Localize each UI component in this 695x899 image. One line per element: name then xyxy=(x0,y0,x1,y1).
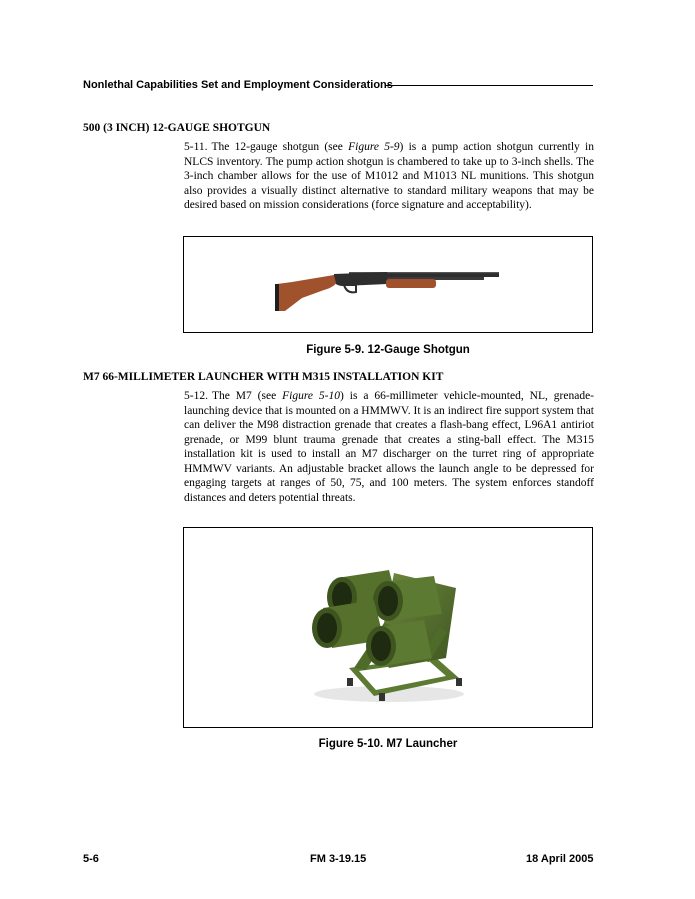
paragraph-text: ) is a 66-millimeter vehicle-mounted, NL, grenade-launching device that is mounted on a HMMWV. It is an indirect fire support system that can deliver the M98 distraction grenade that creates a flash-bang effect, L96A1 antiriot grenade, or M99 blunt trauma grenade that creates a sting-ball effect. The M315 installation kit is used to install an M7 discharger on the turret ring of appropriate HMMWV variants. An adjustable bracket allows the launch angle to be depressed for engaging targets at ranges of 50, 75, and 100 meters. The system enforces standoff distances and deters potential threats. xyxy=(184,390,595,504)
shotgun-forend xyxy=(386,279,436,288)
m7-launcher-illustration-icon xyxy=(184,528,591,726)
paragraph-text: The 12-gauge shotgun (see xyxy=(211,141,349,153)
launcher-foot xyxy=(456,678,462,686)
launcher-foot xyxy=(347,678,353,686)
shotgun-buttpad xyxy=(275,284,279,311)
footer-date: 18 April 2005 xyxy=(526,853,594,865)
paragraph-5-11 xyxy=(184,140,594,213)
paragraph-number: 5-12. xyxy=(184,390,208,402)
paragraph-text: ) is a pump action shotgun currently in NLCS inventory. The pump action shotgun is chambered to take up to 3-inch shells. The 3-inch chamber allows for the use of M1012 and M1013 NL munitions. This shotgun also provides a visually distinct alternative to standard military weapons that may be desired based on mission considerations (force signature and acceptability). xyxy=(184,141,594,211)
launcher-tube-bore xyxy=(371,631,391,661)
figure-5-9-frame xyxy=(183,236,593,333)
shotgun-stock xyxy=(276,275,336,311)
paragraph-number: 5-11. xyxy=(184,141,208,153)
figure-reference: Figure 5-9 xyxy=(348,141,400,153)
paragraph-text: The M7 (see xyxy=(211,390,283,402)
launcher-tube-bore xyxy=(317,613,337,643)
section-heading-shotgun: 500 (3 INCH) 12-GAUGE SHOTGUN xyxy=(83,122,271,134)
figure-5-9-caption: Figure 5-9. 12-Gauge Shotgun xyxy=(306,344,470,356)
header-rule xyxy=(385,85,593,86)
footer-document-id: FM 3-19.15 xyxy=(310,853,367,865)
launcher-foot xyxy=(379,693,385,701)
running-header-title: Nonlethal Capabilities Set and Employment Considerations xyxy=(83,79,393,91)
footer-page-number: 5-6 xyxy=(83,853,99,865)
figure-5-10-caption: Figure 5-10. M7 Launcher xyxy=(318,738,458,750)
shotgun-trigger-guard xyxy=(344,285,356,292)
section-heading-m7-launcher: M7 66-MILLIMETER LAUNCHER WITH M315 INSTALLATION KIT xyxy=(83,371,444,383)
shotgun-illustration-icon xyxy=(184,237,591,331)
figure-reference: Figure 5-10 xyxy=(282,390,341,402)
paragraph-5-12 xyxy=(184,389,594,505)
launcher-tube-bore xyxy=(378,586,398,616)
shotgun-receiver xyxy=(334,272,387,286)
figure-5-10-frame xyxy=(183,527,593,728)
